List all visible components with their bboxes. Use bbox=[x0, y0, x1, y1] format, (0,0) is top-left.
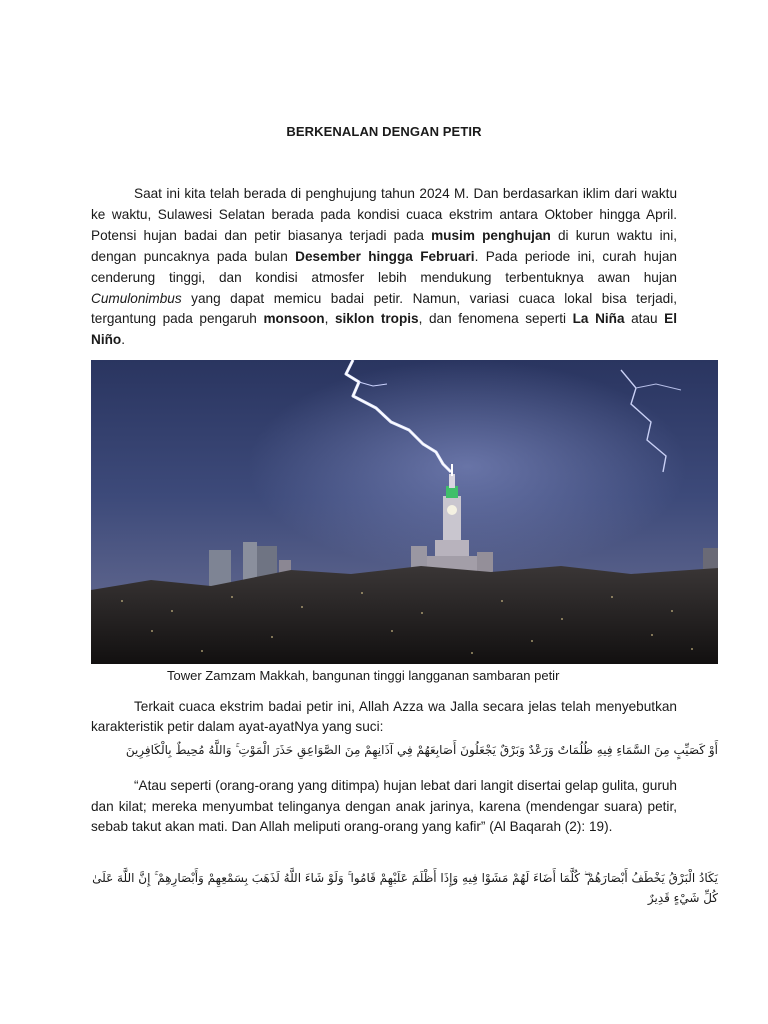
bold-term: La Niña bbox=[572, 311, 625, 327]
text-segment: , dan fenomena seperti bbox=[418, 311, 573, 327]
page-title: BERKENALAN DENGAN PETIR bbox=[286, 124, 482, 139]
bold-term: siklon tropis bbox=[334, 311, 419, 327]
text-segment: , bbox=[324, 311, 335, 327]
figure-caption: Tower Zamzam Makkah, bangunan tinggi langganan sambaran petir bbox=[167, 668, 560, 683]
bold-term: El Niño bbox=[91, 311, 677, 348]
lightning-tower-photo bbox=[91, 360, 718, 664]
text-segment: atau bbox=[624, 311, 665, 327]
text-segment: . bbox=[121, 332, 125, 348]
italic-term: Cumulonimbus bbox=[91, 290, 182, 306]
bold-term: Desember hingga Februari bbox=[295, 248, 475, 264]
text-segment: Terkait cuaca ekstrim badai petir ini, Allah Azza wa Jalla secara jelas telah menyebutkan karakteristik petir dalam ayat-ayatNya yang suci: bbox=[91, 699, 677, 734]
arabic-verse-19: أَوْ كَصَيِّبٍ مِنَ السَّمَاءِ فِيهِ ظُلُمَاتٌ وَرَعْدٌ وَبَرْقٌ يَجْعَلُونَ أَصَابِعَهُمْ فِي آذَانِهِمْ مِنَ الصَّوَاعِقِ حَذَرَ الْمَوْتِ ۚ وَاللَّهُ مُحِيطٌ بِالْكَافِرِينَ bbox=[125, 743, 718, 757]
text-segment: “Atau seperti (orang-orang yang ditimpa) hujan lebat dari langit disertai gelap gulita, guruh dan kilat; mereka menyumbat telinganya dengan anak jarinya, karena (mendengar suara) petir, sebab takut akan mati. Dan Allah meliputi orang-orang yang kafir” (Al Baqarah (2): 19). bbox=[91, 778, 677, 834]
bold-term: musim penghujan bbox=[431, 227, 551, 243]
verse-intro-paragraph bbox=[91, 697, 677, 737]
text-segment: . Pada periode ini, curah hujan cenderung tinggi, dan kondisi atmosfer lebih mendukung terbentuknya awan hujan bbox=[91, 248, 677, 285]
arabic-verse-20: يَكَادُ الْبَرْقُ يَخْطَفُ أَبْصَارَهُمْ ۖ كُلَّمَا أَضَاءَ لَهُمْ مَشَوْا فِيهِ وَإِذَا أَظْلَمَ عَلَيْهِمْ قَامُوا ۚ وَلَوْ شَاءَ اللَّهُ لَذَهَبَ بِسَمْعِهِمْ وَأَبْصَارِهِمْ ۚ إِنَّ اللَّهَ عَلَىٰ كُلِّ شَيْءٍ قَدِيرٌ bbox=[92, 871, 718, 905]
bold-term: monsoon bbox=[263, 311, 325, 327]
translation-paragraph bbox=[91, 776, 677, 838]
text-segment: yang dapat memicu badai petir. Namun, variasi cuaca lokal bisa terjadi, tergantung pada pengaruh bbox=[91, 290, 677, 327]
text-segment: Saat ini kita telah berada di penghujung tahun 2024 M. Dan berdasarkan iklim dari waktu ke waktu, Sulawesi Selatan berada pada kondisi cuaca ekstrim antara Oktober hingga April. Potensi hujan badai dan petir biasanya terjadi pada bbox=[91, 186, 677, 243]
intro-paragraph bbox=[91, 184, 677, 351]
text-segment: di kurun waktu ini, dengan puncaknya pada bulan bbox=[91, 227, 677, 264]
